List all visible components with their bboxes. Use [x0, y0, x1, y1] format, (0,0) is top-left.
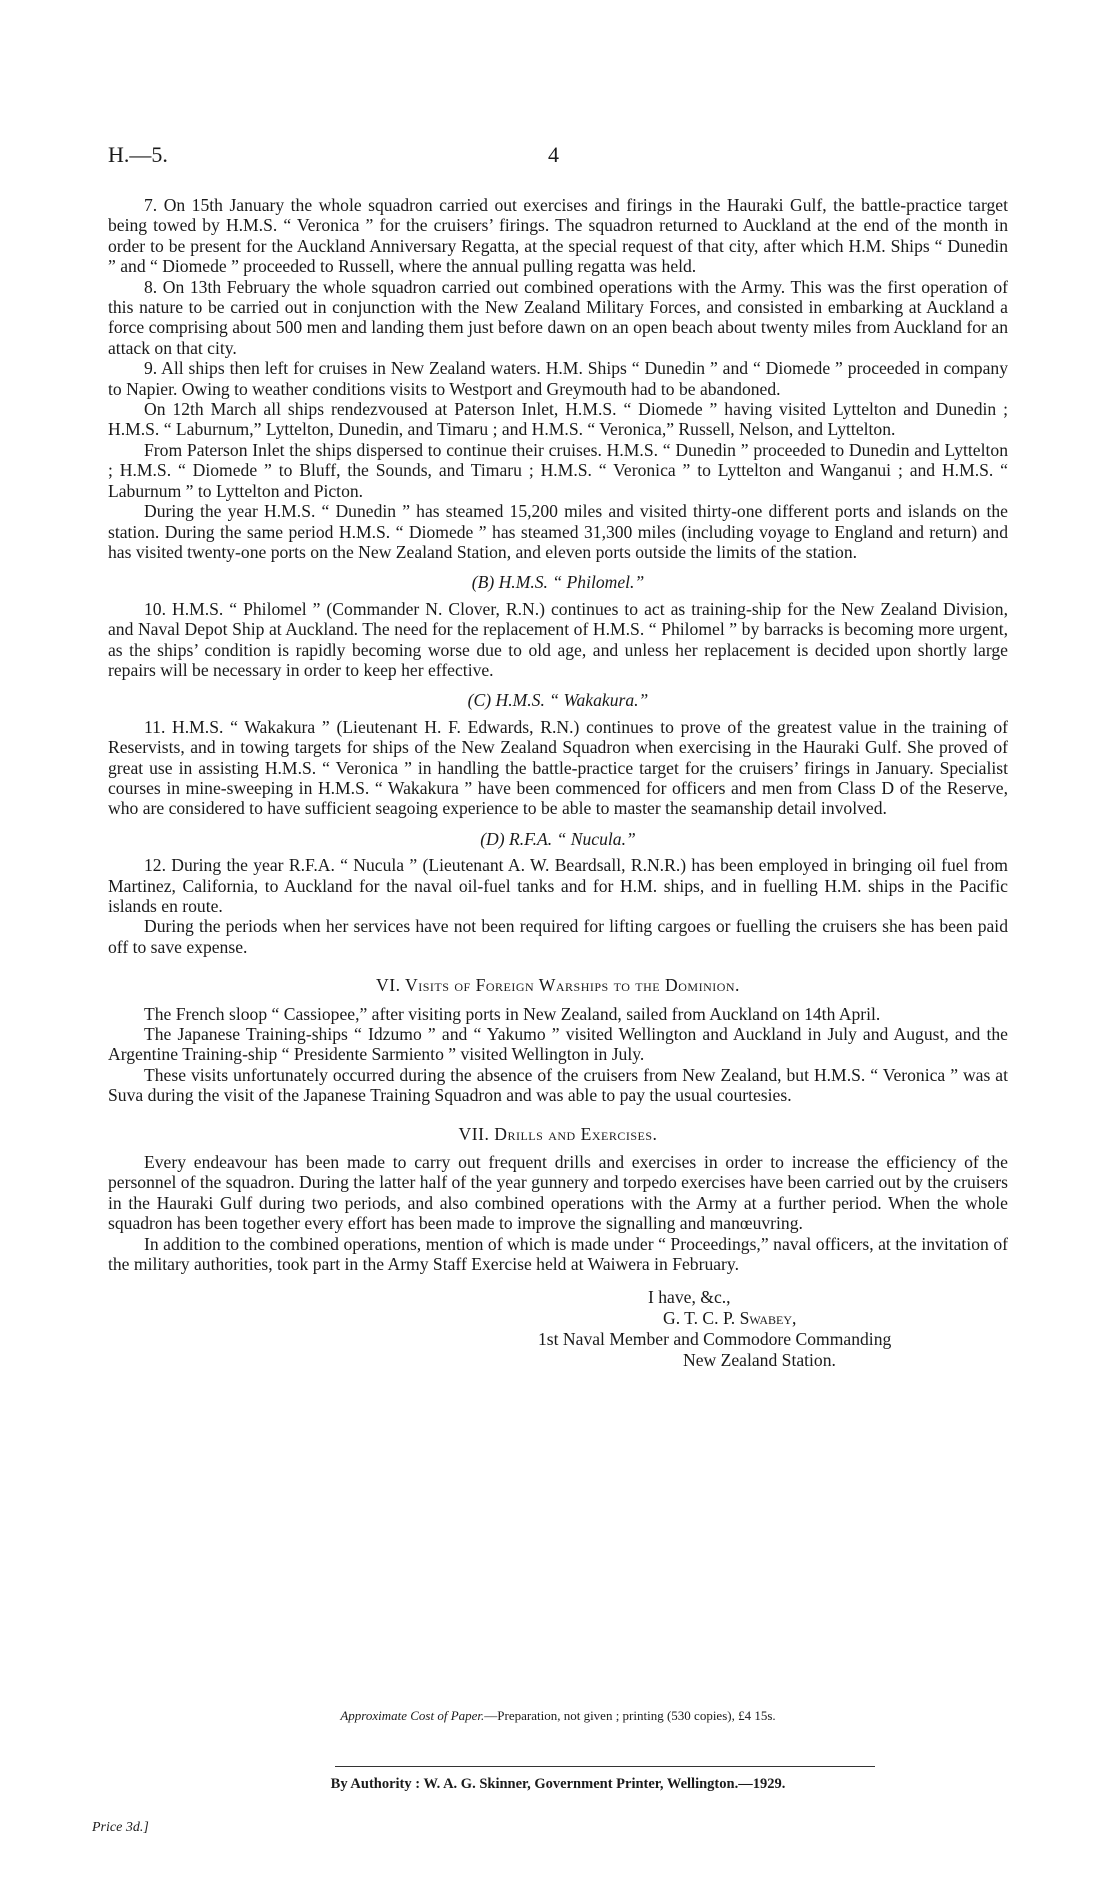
- price-note: Price 3d.]: [92, 1820, 149, 1835]
- paragraph-paterson-rendezvous: On 12th March all ships rendezvoused at Paterson Inlet, H.M.S. “ Diomede ” having visited Lyttelton and Dunedin ; H.M.S. “ Laburnum,” Lyttelton, Dunedin, and Timaru ; and H.M.S. “ Veronica,” Russell, Nelson, and Lyttelton.: [108, 399, 1008, 440]
- cost-label: Approximate Cost of Paper.: [340, 1708, 485, 1723]
- paragraph-dispersal: From Paterson Inlet the ships dispersed to continue their cruises. H.M.S. “ Dunedin ” proceeded to Dunedin and Lyttelton ; H.M.S. “ Diomede ” to Bluff, the Sounds, and Timaru ; H.M.S. “ Veronica ” to Lyttelton and Wanganui ; and H.M.S. “ Laburnum ” to Lyttelton and Picton.: [108, 439, 1008, 501]
- authority-rule: [335, 1766, 875, 1767]
- paragraph-mileage: During the year H.M.S. “ Dunedin ” has steamed 15,200 miles and visited thirty-one different ports and islands on the station. During the same period H.M.S. “ Diomede ” has steamed 31,300 miles (including voyage to England and return) and has visited twenty-one ports on the New Zealand Station, and eleven ports outside the limits of the station.: [108, 501, 1008, 562]
- signoff-title: 1st Naval Member and Commodore Commanding: [538, 1328, 892, 1349]
- paragraph-11: 11. H.M.S. “ Wakakura ” (Lieutenant H. F. Edwards, R.N.) continues to prove of the greatest value in the training of Reservists, and in towing targets for ships of the New Zealand Squadron when exercising in the Hauraki Gulf. She proved of great use in assisting H.M.S. “ Veronica ” in handling the battle-practice target for the cruisers’ firings in January. Specialist courses in mine-sweeping in H.M.S. “ Wakakura ” have been commenced for officers and men from Class D of the Reserve, who are considered to have sufficient seagoing experience to be able to master the seamanship detail involved.: [108, 716, 1008, 819]
- paragraph-staff-exercise: In addition to the combined operations, mention of which is made under “ Proceedings,” naval officers, at the invitation of the military authorities, took part in the Army Staff Exercise held at Waiwera in February.: [108, 1233, 1008, 1275]
- heading-philomel: (B) H.M.S. “ Philomel.”: [471, 572, 645, 593]
- cost-note: [108, 1708, 1008, 1724]
- paragraph-12: 12. During the year R.F.A. “ Nucula ” (Lieutenant A. W. Beardsall, R.N.R.) has been employed in bringing oil fuel from Martinez, California, to Auckland for the naval oil-fuel tanks and for H.M. ships, and in fuelling H.M. ships in the Pacific islands en route.: [108, 855, 1008, 916]
- signoff-name: G. T. C. P. Swabey,: [663, 1307, 797, 1328]
- paragraph-10: 10. H.M.S. “ Philomel ” (Commander N. Clover, R.N.) continues to act as training-ship for the New Zealand Division, and Naval Depot Ship at Auckland. The need for the replacement of H.M.S. “ Philomel ” by barracks is becoming more urgent, as the ships’ condition is rapidly becoming worse due to old age, and unless her replacement is decided upon shortly large repairs will be necessary in order to keep her effective.: [108, 598, 1008, 680]
- paragraph-nucula-paid-off: During the periods when her services have not been required for lifting cargoes or fuelling the cruisers she has been paid off to save expense.: [108, 916, 1008, 957]
- paragraph-9: 9. All ships then left for cruises in New Zealand waters. H.M. Ships “ Dunedin ” and “ Diomede ” proceeded in company to Napier. Owing to weather conditions visits to Westport and Greymouth had to be abandoned.: [108, 358, 1008, 399]
- paragraph-drills: Every endeavour has been made to carry out frequent drills and exercises in order to increase the efficiency of the personnel of the squadron. During the latter half of the year gunnery and torpedo exercises have been carried out by the cruisers in the Hauraki Gulf during two periods, and also combined operations with the Army at a further period. When the whole squadron has been together every effort has been made to improve the signalling and manœuvring.: [108, 1152, 1008, 1234]
- paragraph-cassiopee: The French sloop “ Cassiopee,” after visiting ports in New Zealand, sailed from Auckland on 14th April.: [144, 1003, 881, 1024]
- signoff-station: New Zealand Station.: [683, 1349, 836, 1370]
- paragraph-japanese-ships: The Japanese Training-ships “ Idzumo ” and “ Yakumo ” visited Wellington and Auckland in July and August, and the Argentine Training-ship “ Presidente Sarmiento ” visited Wellington in July.: [108, 1024, 1008, 1065]
- page-number: 4: [548, 142, 559, 167]
- paragraph-visits-absence: These visits unfortunately occurred during the absence of the cruisers from New Zealand, but H.M.S. “ Veronica ” was at Suva during the visit of the Japanese Training Squadron and was able to pay the usual courtesies.: [108, 1064, 1008, 1106]
- paragraph-8: 8. On 13th February the whole squadron carried out combined operations with the Army. This was the first operation of this nature to be carried out in conjunction with the New Zealand Military Forces, and consisted in embarking at Auckland a force comprising about 500 men and landing them just before dawn on an open beach about twenty miles from Auckland for an attack on that city.: [108, 276, 1008, 358]
- signoff-greeting: I have, &c.,: [648, 1286, 731, 1307]
- page-header: [108, 142, 1008, 172]
- section-heading-vi: VI. Visits of Foreign Warships to the Dominion.: [376, 975, 740, 996]
- document-reference: H.—5.: [108, 142, 168, 167]
- paragraph-7: 7. On 15th January the whole squadron carried out exercises and firings in the Hauraki Gulf, the battle-practice target being towed by H.M.S. “ Veronica ” for the cruisers’ firings. The squadron returned to Auckland at the end of the month in order to be present for the Auckland Anniversary Regatta, at the special request of that city, after which H.M. Ships “ Dunedin ” and “ Diomede ” proceeded to Russell, where the annual pulling regatta was held.: [108, 195, 1008, 277]
- cost-text: —Preparation, not given ; printing (530 copies), £4 15s.: [484, 1708, 776, 1723]
- authority-line: By Authority : W. A. G. Skinner, Government Printer, Wellington.—1929.: [330, 1776, 786, 1792]
- document-body: [108, 195, 1008, 1371]
- signoff-block: [538, 1287, 1008, 1371]
- heading-nucula: (D) R.F.A. “ Nucula.”: [480, 828, 636, 849]
- section-heading-vii: VII. Drills and Exercises.: [458, 1123, 658, 1144]
- heading-wakakura: (C) H.M.S. “ Wakakura.”: [467, 690, 649, 711]
